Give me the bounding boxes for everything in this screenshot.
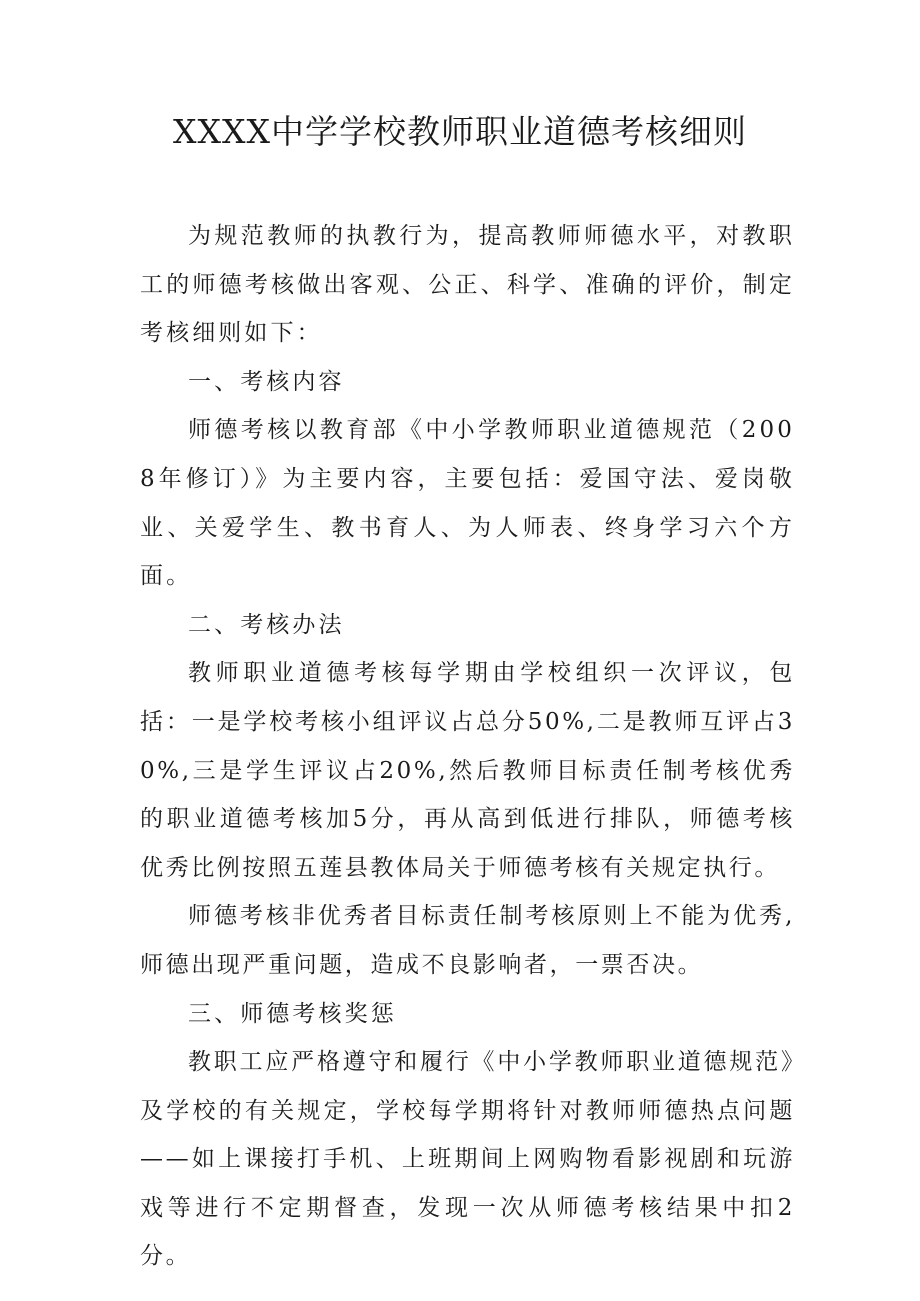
section-rewards-paragraph: 教职工应严格遵守和履行《中小学教师职业道德规范》及学校的有关规定，学校每学期将针对教师师德热点问题——如上课接打手机、上班期间上网购物看影视剧和玩游戏等进行不定期督查，发现一次从师德考核结果中扣2分。 xyxy=(140,1049,795,1270)
section-method-paragraph-1: 教师职业道德考核每学期由学校组织一次评议，包括：一是学校考核小组评议占总分50%,二是教师互评占30%,三是学生评议占20%,然后教师目标责任制考核优秀的职业道德考核加5分，再从高到低进行排队，师德考核优秀比例按照五莲县教体局关于师德考核有关规定执行。 xyxy=(140,660,795,881)
section-content-paragraph: 师德考核以教育部《中小学教师职业道德规范（2008年修订）》为主要内容，主要包括：爱国守法、爱岗敬业、关爱学生、教书育人、为人师表、终身学习六个方面。 xyxy=(140,417,795,590)
intro-paragraph: 为规范教师的执教行为，提高教师师德水平，对教职工的师德考核做出客观、公正、科学、准确的评价，制定考核细则如下： xyxy=(140,223,795,347)
section-heading-method: 二、考核办法 xyxy=(188,611,345,638)
section-heading-content: 一、考核内容 xyxy=(188,368,345,395)
document-body xyxy=(140,212,795,1281)
document-title: XXXX中学学校教师职业道德考核细则 xyxy=(173,112,747,151)
section-method-paragraph-2: 师德考核非优秀者目标责任制考核原则上不能为优秀,师德出现严重问题，造成不良影响者，一票否决。 xyxy=(140,903,795,978)
section-heading-rewards: 三、师德考核奖惩 xyxy=(188,1000,397,1027)
